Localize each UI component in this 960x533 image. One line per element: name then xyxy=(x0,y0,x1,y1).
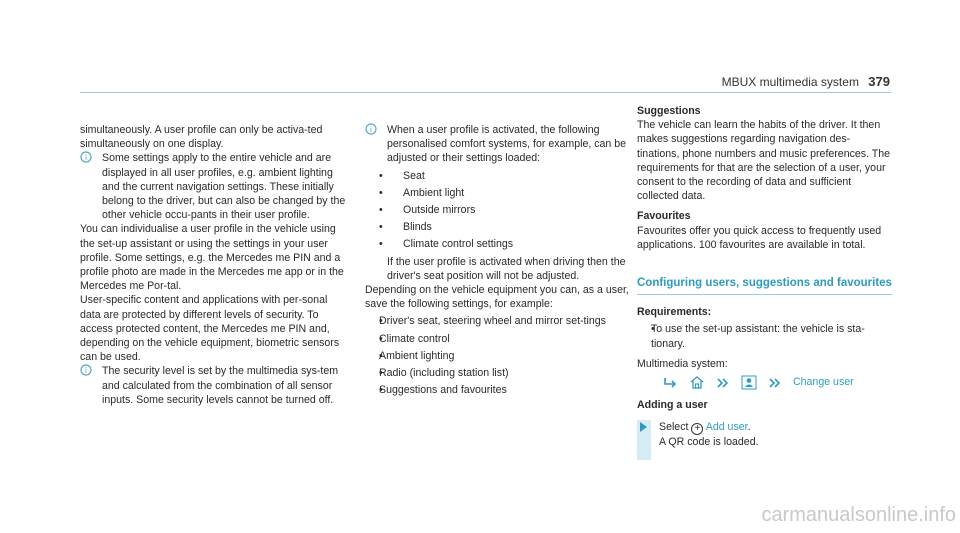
double-chevron-icon xyxy=(717,378,729,388)
paragraph: User-specific content and applications with per-sonal data are protected by different levels of security. To access protected content, the Mercedes me PIN and, depending on the vehicle equipment, biometric sensors can be used. xyxy=(80,294,340,364)
header-rule xyxy=(80,92,891,93)
add-user-link[interactable]: Add user xyxy=(705,421,748,434)
info-note xyxy=(365,123,630,283)
multimedia-label: Multimedia system: xyxy=(637,357,728,370)
note-text: If the user profile is activated when driving then the driver's seat position will not be adjusted. xyxy=(387,255,626,282)
paragraph: You can individualise a user profile in the vehicle using the set-up assistant or using the settings in your user profile. Some settings, e.g. the Mercedes me PIN and a profile photo are made in the Mercedes me app or in the Mercedes me Por-tal. xyxy=(80,223,344,293)
paragraph: Depending on the vehicle equipment you can, as a user, save the following settings, for example: xyxy=(365,284,629,311)
list-item: • Outside mirrors xyxy=(365,203,630,217)
header-title: MBUX multimedia system xyxy=(721,75,859,89)
step-text xyxy=(637,420,892,449)
note-text: Some settings apply to the entire vehicle and are displayed in all user profiles, e.g. ambient lighting and the current navigation settings. These initially belong to the driver, but can also be changed by the other vehicle occu-pants in their user profile. xyxy=(102,152,346,222)
note-text: The security level is set by the multimedia sys-tem and calculated from the combination of all sensor inputs. Some security levels cannot be turned off. xyxy=(102,365,339,406)
step-result: A QR code is loaded. xyxy=(659,436,759,449)
info-icon xyxy=(365,123,377,135)
list-item: • Driver's seat, steering wheel and mirror set-tings xyxy=(365,314,630,328)
column-1 xyxy=(80,123,348,407)
settings-list xyxy=(365,314,630,397)
favourites-heading: Favourites xyxy=(637,210,691,223)
step-arrow-icon xyxy=(640,422,647,432)
svg-text:i: i xyxy=(85,366,87,376)
list-item: • Seat xyxy=(365,169,630,183)
step-suffix: . xyxy=(747,421,751,434)
requirements-heading: Requirements: xyxy=(637,306,712,319)
double-chevron-icon xyxy=(769,378,781,388)
list-item: • Climate control settings xyxy=(365,237,630,251)
svg-text:i: i xyxy=(85,153,87,163)
step-prefix: Select xyxy=(659,421,689,434)
paragraph: Favourites offer you quick access to frequently used applications. 100 favourites are available in total. xyxy=(637,224,882,251)
plus-circle-icon: + xyxy=(691,423,703,435)
list-item: • Ambient lighting xyxy=(365,349,630,363)
list-item: • Blinds xyxy=(365,220,630,234)
requirements-list xyxy=(637,322,892,350)
note-list xyxy=(365,169,630,252)
page-number: 379 xyxy=(868,74,890,89)
svg-text:i: i xyxy=(370,125,372,134)
path-start-arrow-icon xyxy=(663,377,677,389)
info-icon xyxy=(80,151,92,163)
instruction-step xyxy=(637,420,892,449)
info-icon xyxy=(80,364,92,376)
list-item: • Climate control xyxy=(365,332,630,346)
watermark: carmanualsonline.info xyxy=(761,504,956,526)
user-profile-icon[interactable] xyxy=(741,375,757,390)
info-note xyxy=(80,364,348,407)
paragraph: simultaneously. A user profile can only be activa-ted simultaneously on one display. xyxy=(80,124,323,151)
list-item: • Suggestions and favourites xyxy=(365,383,630,397)
suggestions-heading: Suggestions xyxy=(637,105,701,117)
change-user-link[interactable]: Change user xyxy=(793,376,854,389)
list-item: • Ambient light xyxy=(365,186,630,200)
list-item: • To use the set-up assistant: the vehicle is sta-tionary. xyxy=(637,322,892,350)
home-icon[interactable] xyxy=(689,375,705,390)
menu-path xyxy=(663,375,892,390)
adding-user-heading: Adding a user xyxy=(637,399,708,412)
page-header xyxy=(722,74,890,89)
info-note xyxy=(80,151,348,222)
column-3 xyxy=(637,104,892,449)
section-title: Configuring users, suggestions and favourites xyxy=(637,276,892,295)
list-item: • Radio (including station list) xyxy=(365,366,630,380)
column-2 xyxy=(365,123,630,400)
paragraph: The vehicle can learn the habits of the driver. It then makes suggestions regarding navigation des-tinations, phone numbers and music preferences. The requirements for that are the selection of a user, your consent to the recording of data and sufficient collected data. xyxy=(637,119,891,203)
note-text: When a user profile is activated, the following personalised comfort systems, for example, can be adjusted or their settings loaded: xyxy=(387,124,627,165)
